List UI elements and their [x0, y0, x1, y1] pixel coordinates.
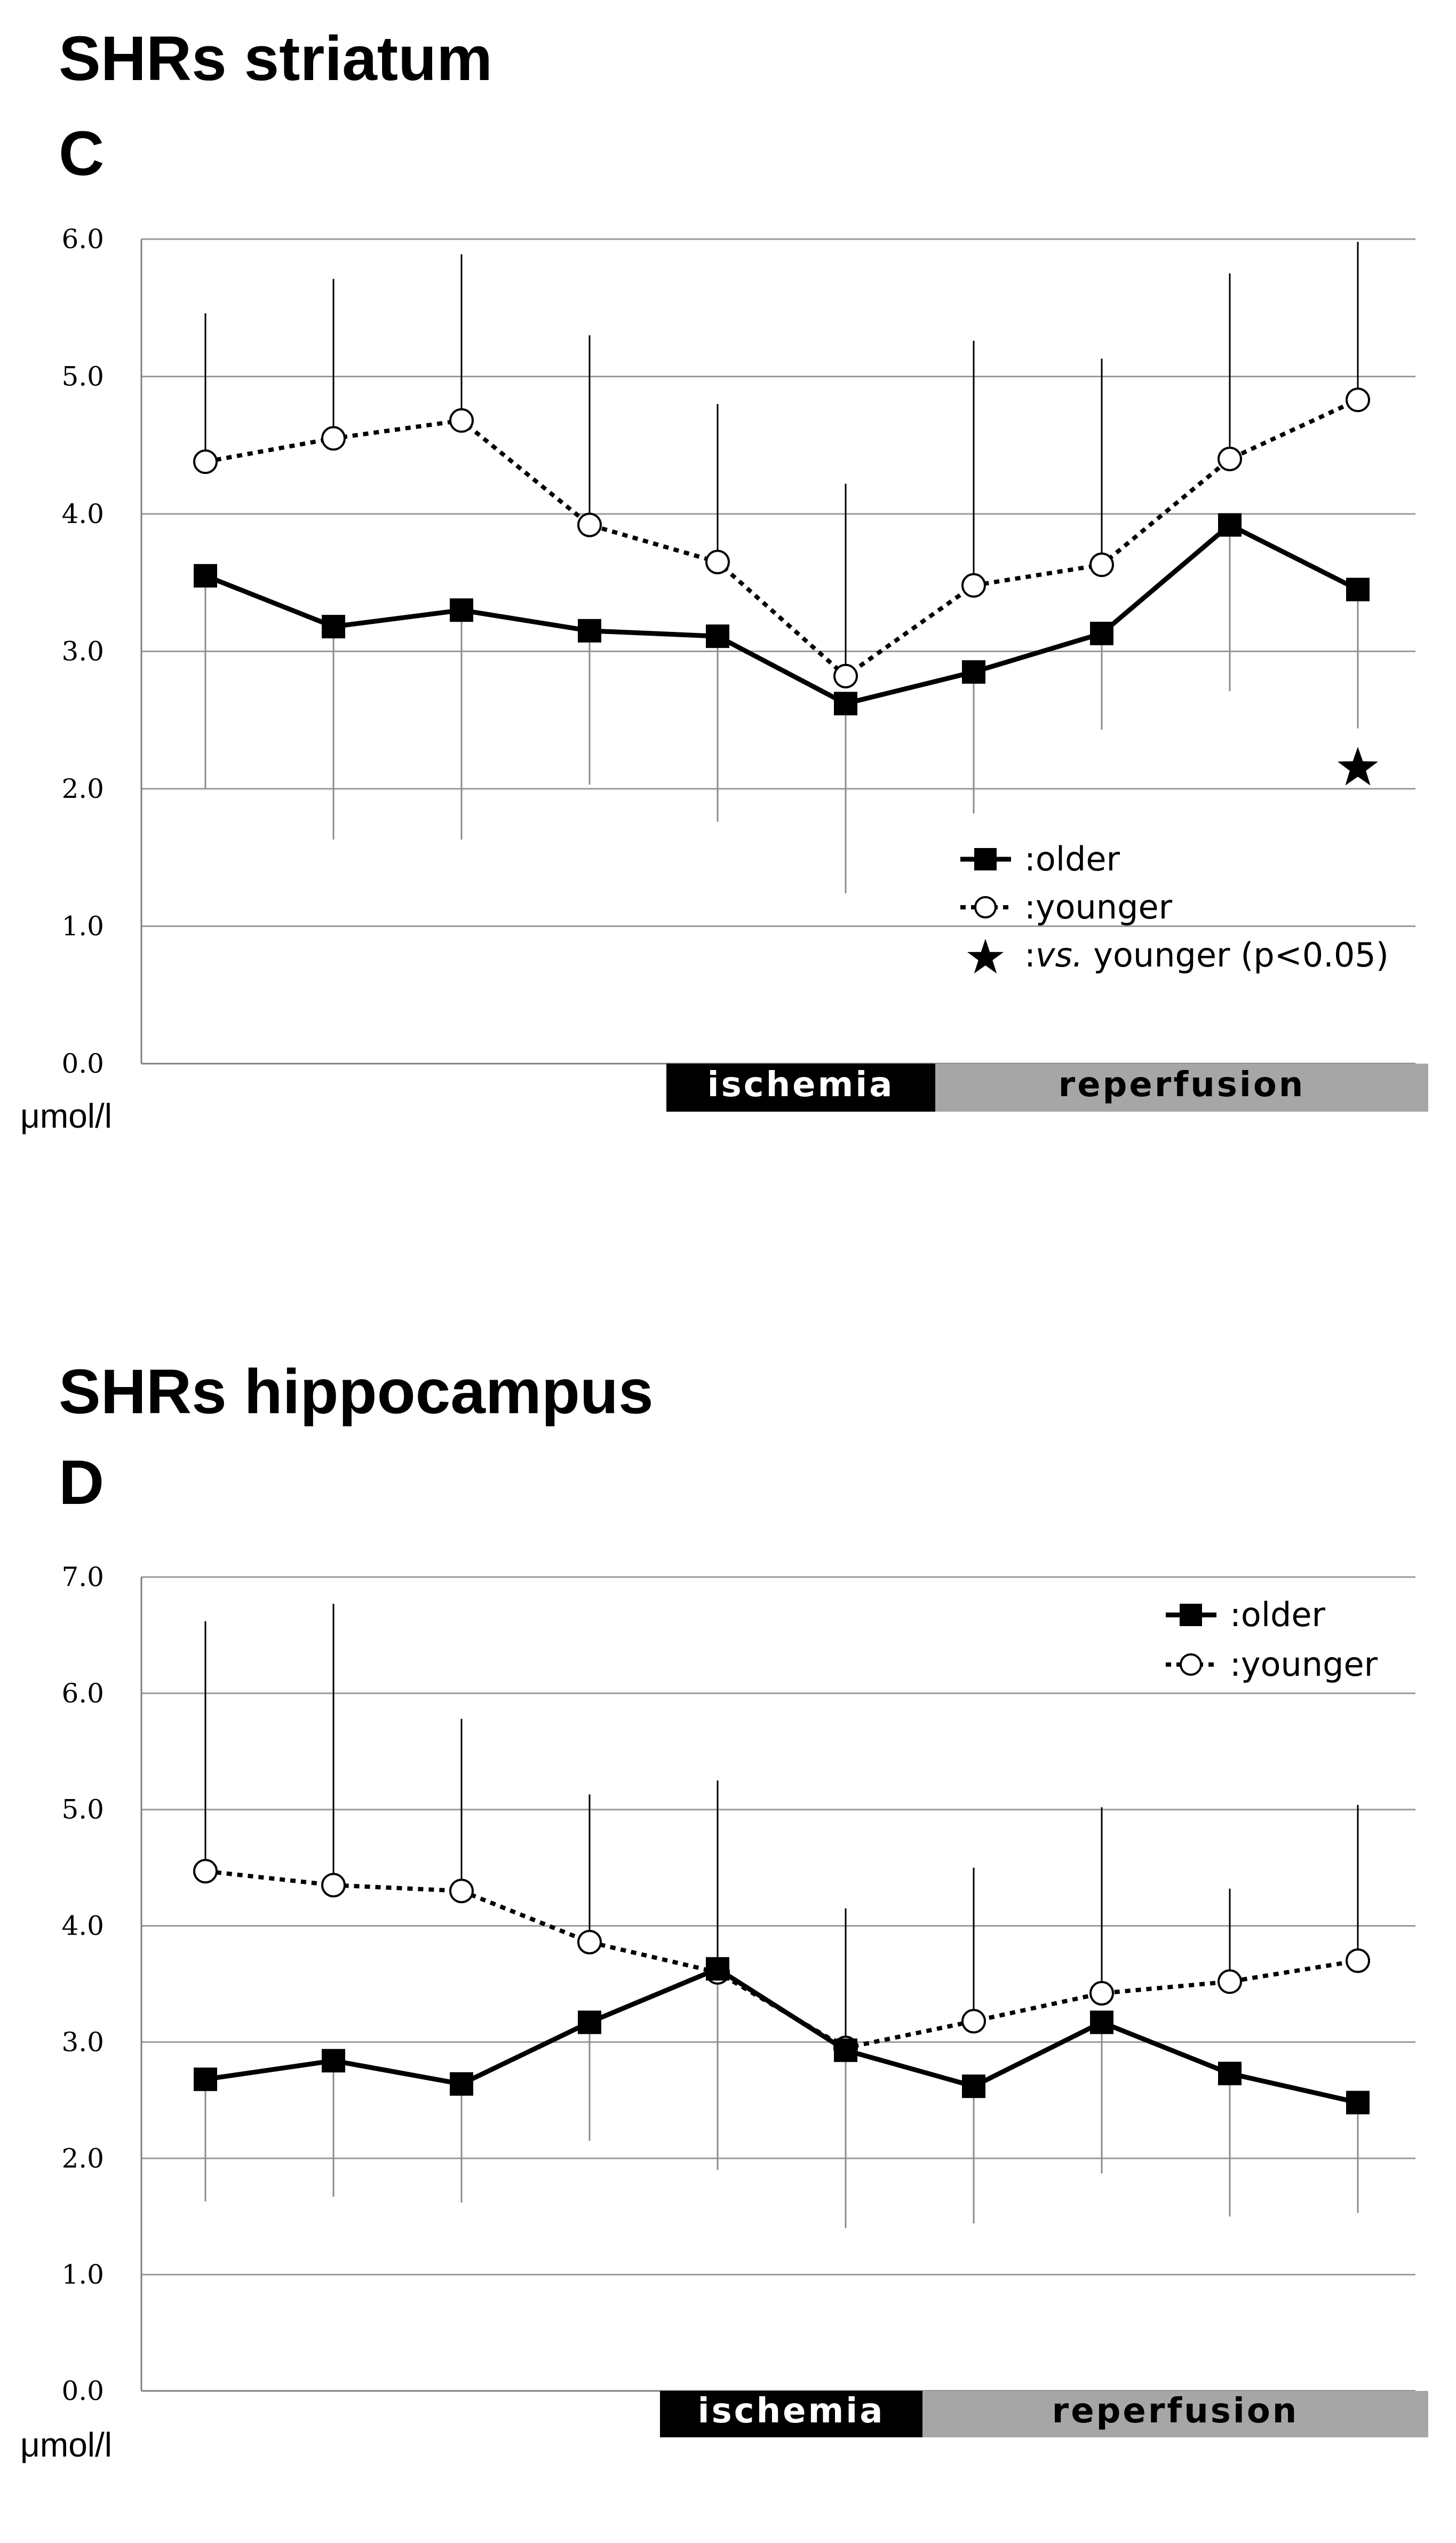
series-line-older: [205, 1969, 1358, 2103]
striatum-chart: [0, 203, 1456, 1190]
y-axis-unit: μmol/l: [20, 1097, 112, 1135]
data-point-older: [834, 692, 857, 715]
panel-label: C: [59, 118, 105, 189]
data-point-older: [1090, 2010, 1113, 2034]
data-point-older: [1346, 578, 1370, 601]
data-point-older: [322, 615, 345, 638]
chart-title: SHRs striatum: [59, 23, 493, 94]
series-line-younger: [205, 400, 1358, 676]
legend-label-older: :older: [1230, 1595, 1326, 1634]
legend-marker-younger: [1181, 1654, 1201, 1675]
data-point-younger: [1091, 1982, 1113, 2005]
data-point-older: [1218, 2062, 1242, 2085]
data-point-younger: [322, 1874, 345, 1896]
data-point-older: [834, 2039, 857, 2062]
data-point-younger: [194, 450, 217, 473]
y-axis-unit: μmol/l: [20, 2426, 112, 2464]
legend-marker-younger: [975, 897, 996, 917]
legend-label-older: :older: [1024, 839, 1120, 878]
y-tick-label: 4.0: [61, 498, 104, 529]
y-tick-label: 1.0: [61, 2259, 104, 2291]
data-point-older: [962, 660, 985, 684]
legend-marker-star: [967, 939, 1004, 973]
data-point-younger: [1347, 1950, 1369, 1972]
data-point-younger: [1219, 1970, 1241, 1993]
data-point-older: [1346, 2091, 1370, 2114]
y-tick-label: 2.0: [61, 773, 104, 804]
data-point-younger: [450, 1880, 473, 1902]
data-point-younger: [1091, 553, 1113, 576]
data-point-older: [450, 2072, 473, 2096]
legend-marker-older: [1180, 1604, 1202, 1626]
y-tick-label: 0.0: [61, 2375, 104, 2406]
legend-label-significance: :vs. younger (p<0.05): [1024, 936, 1389, 975]
y-tick-label: 6.0: [61, 224, 104, 255]
band-label-ischemia: ischemia: [697, 2391, 885, 2431]
data-point-younger: [962, 2010, 985, 2032]
data-point-younger: [578, 514, 601, 536]
panel-d: [0, 1334, 1456, 2543]
data-point-older: [194, 564, 217, 588]
y-tick-label: 2.0: [61, 2143, 104, 2174]
data-point-older: [194, 2067, 217, 2091]
data-point-younger: [450, 409, 473, 432]
data-point-older: [1090, 622, 1113, 645]
panel-label: D: [59, 1447, 105, 1518]
legend-label-younger: :younger: [1024, 888, 1173, 926]
series-line-older: [205, 525, 1358, 704]
y-tick-label: 3.0: [61, 2026, 104, 2058]
y-tick-label: 0.0: [61, 1048, 104, 1079]
y-tick-label: 6.0: [61, 1677, 104, 1709]
data-point-older: [706, 1957, 729, 1980]
hippocampus-chart: [0, 1548, 1456, 2540]
data-point-older: [962, 2074, 985, 2098]
chart-title: SHRs hippocampus: [59, 1357, 654, 1427]
data-point-older: [578, 2010, 601, 2034]
data-point-younger: [1219, 448, 1241, 470]
data-point-younger: [578, 1931, 601, 1953]
panel-c: [0, 0, 1456, 1243]
y-tick-label: 3.0: [61, 636, 104, 667]
legend-marker-older: [974, 848, 997, 870]
band-label-reperfusion: reperfusion: [1052, 2391, 1299, 2431]
band-label-reperfusion: reperfusion: [1058, 1065, 1306, 1105]
data-point-older: [322, 2049, 345, 2072]
y-tick-label: 1.0: [61, 910, 104, 942]
series-line-younger: [205, 1871, 1358, 2048]
data-point-older: [706, 624, 729, 648]
legend-label-younger: :younger: [1230, 1645, 1378, 1684]
data-point-older: [578, 619, 601, 643]
y-tick-label: 5.0: [61, 361, 104, 392]
data-point-older: [1218, 513, 1242, 537]
data-point-younger: [194, 1860, 217, 1882]
significance-star: [1338, 747, 1378, 785]
data-point-younger: [834, 665, 857, 687]
band-label-ischemia: ischemia: [707, 1065, 895, 1105]
data-point-older: [450, 598, 473, 622]
data-point-younger: [1347, 389, 1369, 411]
y-tick-label: 4.0: [61, 1910, 104, 1942]
y-tick-label: 5.0: [61, 1794, 104, 1825]
data-point-younger: [706, 551, 729, 573]
y-tick-label: 7.0: [61, 1562, 104, 1593]
data-point-younger: [322, 427, 345, 449]
data-point-younger: [962, 574, 985, 597]
